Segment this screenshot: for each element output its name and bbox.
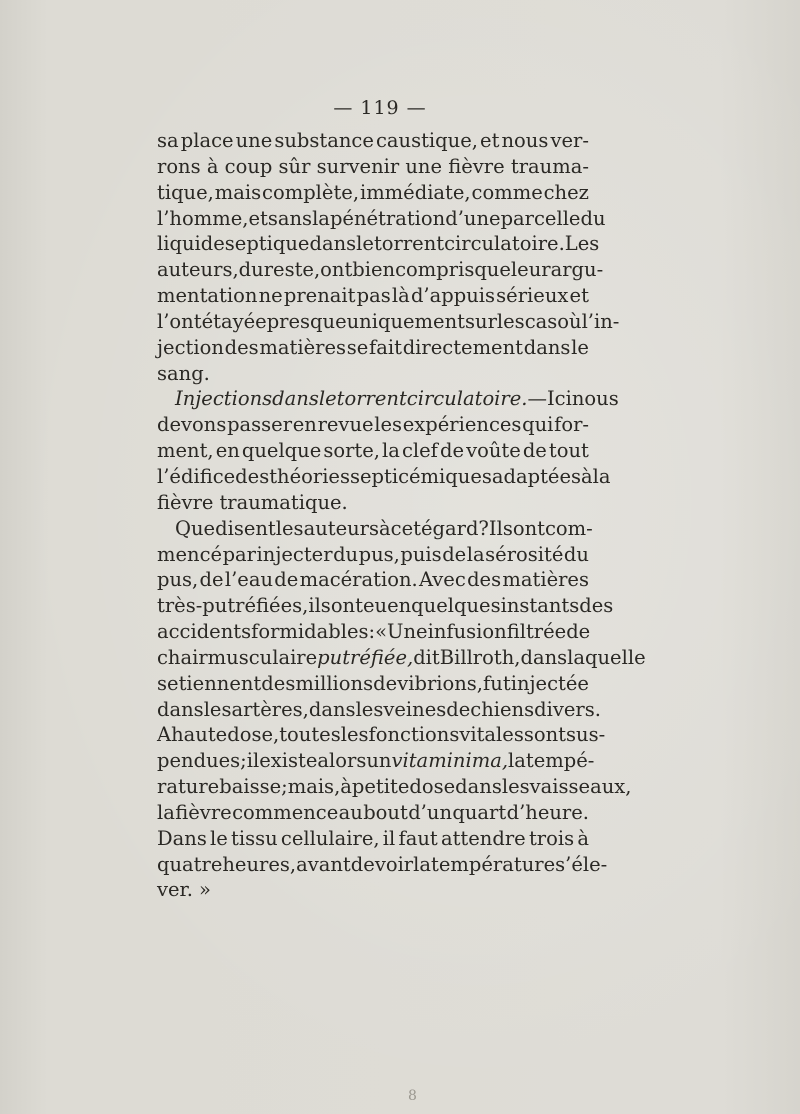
text-line [157, 774, 632, 800]
word: cet [390, 516, 421, 540]
word: le [210, 826, 228, 850]
text-line [157, 748, 595, 774]
word: les [496, 309, 525, 333]
word: nous [571, 387, 619, 411]
word: septicémiques [349, 464, 492, 488]
word: ont [512, 516, 545, 540]
text-line [157, 206, 606, 232]
text-line [157, 645, 646, 671]
word: jection [157, 335, 224, 359]
word: la [413, 852, 432, 876]
word: » [198, 878, 211, 902]
word: il [382, 826, 396, 850]
word: argu- [550, 258, 604, 282]
word: place [180, 129, 234, 152]
word: en [387, 594, 412, 618]
word: des [579, 594, 614, 618]
word: à [577, 826, 589, 850]
word: millions [295, 671, 374, 695]
word: rons [157, 154, 201, 178]
word: et [248, 206, 268, 230]
word: auteurs, [157, 258, 239, 282]
word: sérosité [485, 542, 564, 566]
word: attendre [440, 826, 526, 850]
word: presque [266, 309, 347, 333]
text-line [157, 826, 589, 852]
word: les [340, 723, 369, 747]
word: Que [175, 516, 216, 540]
text-line [157, 542, 589, 568]
word: mencé [157, 542, 223, 566]
word: d’appuis [410, 284, 496, 308]
text-line [157, 593, 614, 619]
word: l’in- [581, 309, 620, 333]
word: : [368, 620, 376, 644]
word: ; [281, 775, 288, 799]
word: artères, [231, 697, 309, 721]
word: alors [317, 749, 367, 773]
word: vibrions, [397, 671, 484, 695]
word: parcelle [500, 206, 581, 230]
word: les [501, 775, 530, 799]
word: se [346, 335, 369, 359]
word: que [474, 258, 511, 282]
word: la [312, 206, 330, 230]
italic-word: dans [272, 387, 319, 411]
word: haute [171, 723, 228, 747]
word: Ils [488, 516, 513, 540]
word: l’édifice [157, 464, 236, 488]
word: pendues [157, 749, 241, 773]
word: à [581, 464, 593, 488]
word: liquide [157, 232, 225, 256]
word: en [215, 439, 240, 463]
text-line [157, 438, 589, 464]
signature-mark: 8 [408, 1088, 417, 1104]
word: s’éle- [555, 852, 608, 876]
word: ont [320, 258, 353, 282]
word: expériences [402, 413, 522, 437]
word: disent [215, 516, 276, 540]
word: pas [356, 284, 391, 308]
word: température [431, 852, 556, 876]
word: prenait [283, 284, 356, 308]
italic-word: torrent [336, 387, 407, 411]
word: dans [157, 697, 204, 721]
word: Avec [419, 568, 466, 592]
word: très-putréfiées, [157, 594, 309, 618]
text-line [157, 257, 604, 283]
word: Ici [546, 387, 572, 411]
word: survenir [316, 154, 400, 178]
word: égard [420, 516, 479, 540]
word: de [566, 620, 591, 644]
word: nous [501, 129, 549, 152]
word: dans [308, 697, 356, 721]
word: clef [401, 439, 438, 463]
word: matières [259, 335, 346, 359]
word: ver. [157, 878, 193, 902]
word: Les [564, 232, 600, 256]
word: ont [330, 594, 363, 618]
word: sorte, [323, 439, 380, 463]
word: du [580, 206, 606, 230]
word: toutes [279, 723, 341, 747]
word: commence [232, 800, 339, 824]
word: ne [258, 284, 283, 308]
word: voûte [466, 439, 521, 463]
word: de [446, 697, 471, 721]
word: auteurs [303, 516, 380, 540]
word: la [382, 439, 400, 463]
word: complète, [262, 180, 360, 204]
text-line [157, 852, 608, 878]
word: adaptées [491, 464, 582, 488]
word: fièvre [175, 800, 232, 824]
text-line [157, 361, 589, 387]
word: com- [544, 516, 593, 540]
word: divers. [534, 697, 601, 721]
word: étayée [201, 309, 267, 333]
word: sans [267, 206, 313, 230]
text-line [157, 671, 589, 697]
word: accidents [157, 620, 252, 644]
word: tout [548, 439, 589, 463]
word: se [157, 671, 179, 695]
word: traumatique. [219, 490, 348, 514]
word: directement [402, 335, 523, 359]
word: à [340, 775, 352, 799]
word: faut [398, 826, 438, 850]
word: existe [259, 749, 318, 773]
italic-word: circulatoire. [406, 387, 528, 411]
word: — [527, 387, 547, 411]
word: ment, [157, 439, 214, 463]
text-line [157, 231, 600, 257]
word: de [350, 852, 375, 876]
word: du [238, 258, 264, 282]
word: quart [452, 800, 507, 824]
word: théories [269, 464, 350, 488]
word: tiennent [178, 671, 262, 695]
word: l’homme, [157, 206, 249, 230]
word: bout [363, 800, 408, 824]
word: de [199, 568, 224, 592]
text-line [157, 283, 589, 309]
word: sérieux [496, 284, 569, 308]
word: une [405, 154, 443, 178]
word: dans [455, 775, 502, 799]
word: la [157, 800, 175, 824]
word: qui [522, 413, 554, 437]
word: les [355, 697, 384, 721]
word: chez [543, 180, 589, 204]
italic-word: minima, [428, 749, 509, 773]
word: trauma- [510, 154, 589, 178]
text-line [157, 386, 619, 412]
word: du [563, 542, 589, 566]
word: eu [362, 594, 388, 618]
word: Billroth, [439, 645, 521, 669]
word: et [480, 129, 500, 152]
word: sang. [157, 361, 210, 385]
word: puis [400, 542, 442, 566]
text-line [157, 697, 601, 723]
word: mentation [157, 284, 258, 308]
word: passer [227, 413, 293, 437]
word: rature [157, 775, 220, 799]
word: dans [309, 232, 357, 256]
word: voir [374, 852, 414, 876]
word: et [569, 284, 589, 308]
italic-word: vita [391, 749, 429, 773]
word: infusion [427, 620, 507, 644]
text-line [157, 490, 589, 516]
word: macération. [299, 568, 418, 592]
word: tique, [157, 180, 214, 204]
word: for- [554, 413, 589, 437]
word: formidables [251, 620, 369, 644]
word: A [157, 723, 172, 747]
word: la [466, 542, 485, 566]
word: « [375, 620, 388, 644]
word: chiens [470, 697, 535, 721]
word: l’ont [157, 309, 202, 333]
word: cellulaire, [280, 826, 380, 850]
word: pus, [157, 568, 199, 592]
word: devons [157, 413, 227, 437]
word: de [522, 439, 547, 463]
text-line [157, 412, 589, 438]
word: septique [224, 232, 310, 256]
word: reste, [263, 258, 321, 282]
word: filtrée [506, 620, 567, 644]
word: à [206, 154, 219, 178]
word: dit [413, 645, 440, 669]
word: au [338, 800, 363, 824]
word: torrent [373, 232, 445, 256]
word: par [222, 542, 257, 566]
word: fièvre [448, 154, 505, 178]
word: pus, [358, 542, 400, 566]
word: fut [483, 671, 511, 695]
word: fait [369, 335, 402, 359]
text-line [157, 128, 589, 154]
word: veines [383, 697, 447, 721]
text-line [157, 335, 589, 361]
word: là [391, 284, 410, 308]
word: compris [395, 258, 475, 282]
word: substance [274, 129, 374, 152]
word: du [333, 542, 359, 566]
word: vitales [459, 723, 524, 747]
word: des [224, 335, 259, 359]
word: baisse [219, 775, 282, 799]
word: des [467, 568, 502, 592]
word: de [442, 542, 467, 566]
word: vaisseaux, [529, 775, 632, 799]
word: musculaire [207, 645, 318, 669]
word: comme [471, 180, 543, 204]
word: de [439, 439, 464, 463]
word: cas [524, 309, 558, 333]
word: instants [500, 594, 580, 618]
word: d’un [408, 800, 453, 824]
word: fièvre [157, 490, 214, 514]
word: ? [478, 516, 489, 540]
word: où [557, 309, 582, 333]
word: des [235, 464, 270, 488]
text-line [157, 516, 593, 542]
word: en [292, 413, 317, 437]
word: sur [465, 309, 497, 333]
text-line [157, 567, 589, 593]
word: pénétration [329, 206, 446, 230]
word: quelques [411, 594, 501, 618]
text-line [157, 800, 589, 826]
word: la [592, 464, 611, 488]
word: mais [214, 180, 262, 204]
word: à [379, 516, 391, 540]
word: la [508, 749, 526, 773]
word: dose, [227, 723, 280, 747]
word: heures, [222, 852, 297, 876]
word: trois [528, 826, 575, 850]
text-line [157, 180, 589, 206]
page-number: — 119 — [333, 97, 427, 119]
word: des [261, 671, 296, 695]
word: de [373, 671, 398, 695]
word: d’une [445, 206, 501, 230]
body-text [157, 128, 646, 903]
word: de [274, 568, 299, 592]
word: il [246, 749, 260, 773]
text-line [157, 877, 589, 903]
word: uniquement [346, 309, 465, 333]
word: coup [224, 154, 273, 178]
word: les [275, 516, 304, 540]
word: un [366, 749, 392, 773]
word: l’eau [224, 568, 274, 592]
word: sus- [566, 723, 606, 747]
word: injecter [256, 542, 333, 566]
word: une [235, 129, 273, 152]
word: fonctions [368, 723, 460, 747]
word: injectée [510, 671, 589, 695]
italic-word: le [318, 387, 337, 411]
italic-word: Injections [175, 387, 273, 411]
word: d’heure. [506, 800, 589, 824]
word: mais, [287, 775, 341, 799]
word: leur [510, 258, 551, 282]
text-line [157, 154, 589, 180]
word: tissu [231, 826, 278, 850]
word: quatre [157, 852, 223, 876]
word: dans [523, 335, 571, 359]
text-line [157, 464, 611, 490]
word: laquelle [567, 645, 646, 669]
word: bien [352, 258, 396, 282]
word: immédiate, [359, 180, 471, 204]
word: revue [317, 413, 374, 437]
word: sont [523, 723, 566, 747]
word: ils [308, 594, 331, 618]
italic-word: putréfiée, [317, 645, 414, 669]
word: ver- [550, 129, 589, 152]
word: dose [409, 775, 456, 799]
word: sûr [278, 154, 311, 178]
word: quelque [241, 439, 322, 463]
word: les [374, 413, 403, 437]
word: sa [157, 129, 179, 152]
word: petite [351, 775, 410, 799]
word: Dans [157, 826, 207, 850]
text-line [157, 619, 589, 645]
word: caustique, [375, 129, 478, 152]
word: Une [387, 620, 428, 644]
word: chair [157, 645, 208, 669]
word: avant [296, 852, 351, 876]
word: tempé- [525, 749, 595, 773]
text-line [157, 309, 620, 335]
word: matières [502, 568, 589, 592]
word: dans [520, 645, 568, 669]
text-line [157, 722, 606, 748]
word: ; [240, 749, 247, 773]
word: les [203, 697, 232, 721]
word: circulatoire. [444, 232, 565, 256]
word: le [571, 335, 589, 359]
word: le [356, 232, 374, 256]
